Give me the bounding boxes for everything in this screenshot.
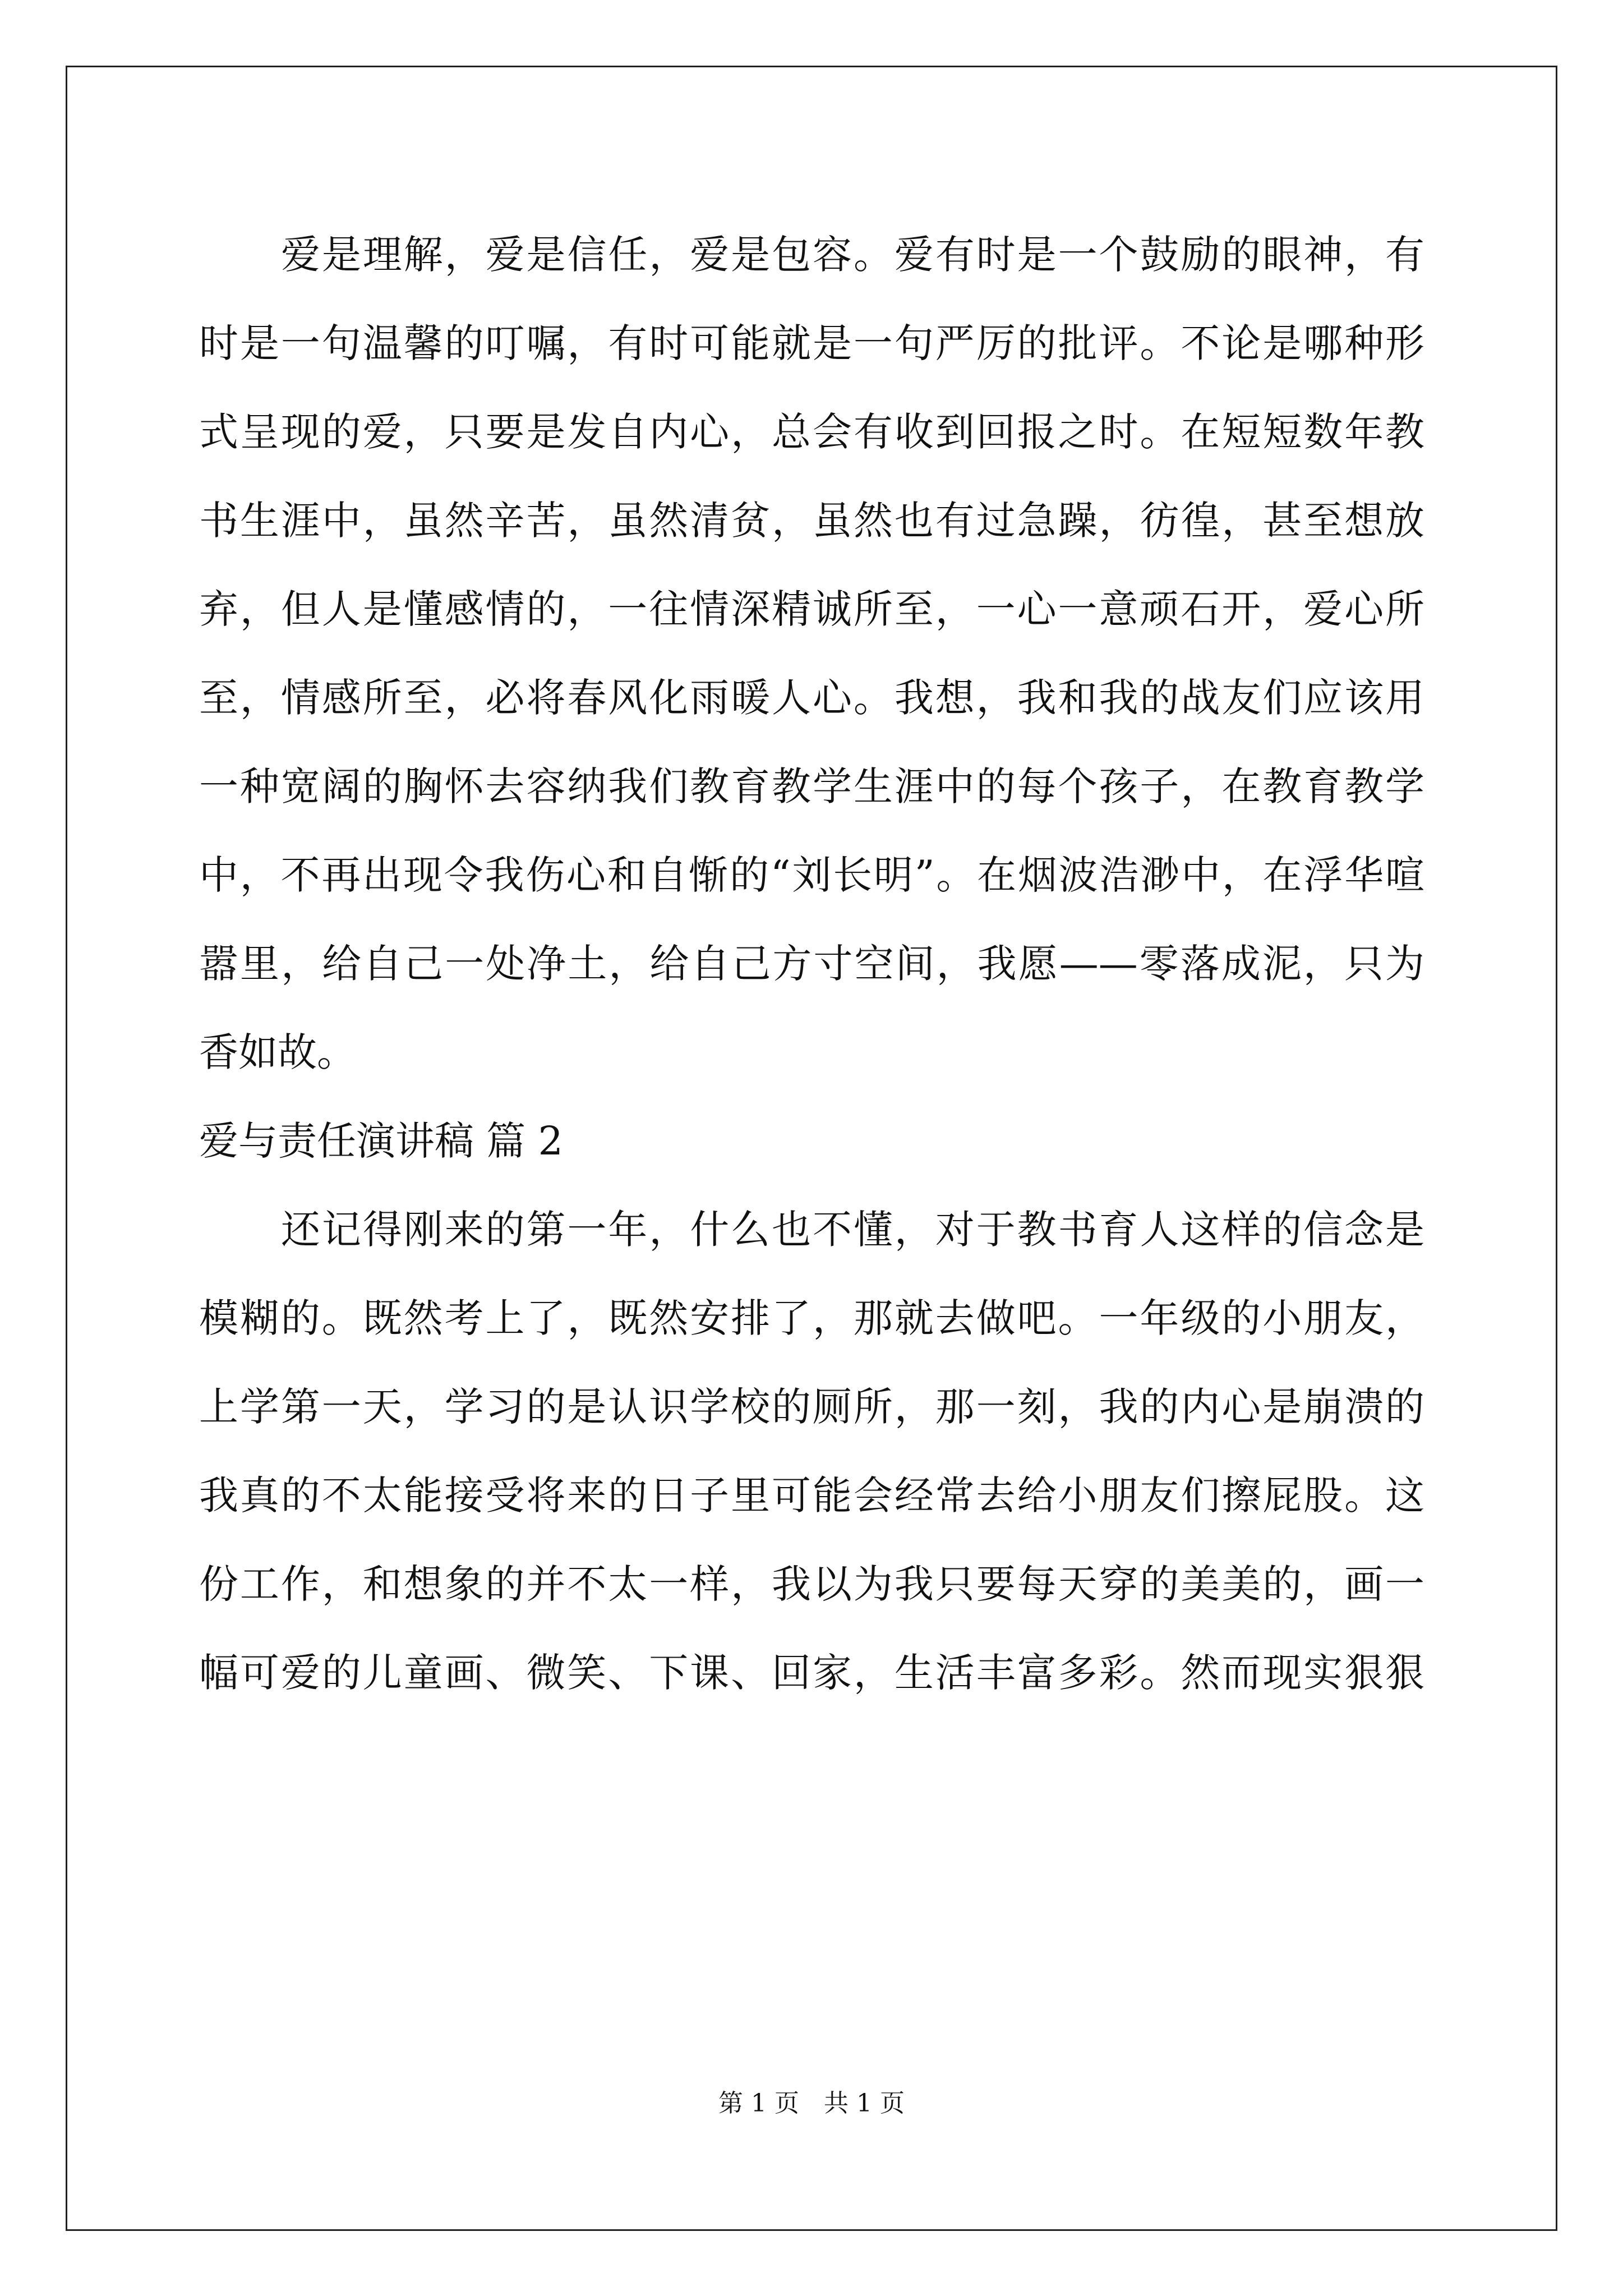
paragraph-line: 书生涯中，虽然辛苦，虽然清贫，虽然也有过急躁，彷徨，甚至想放: [199, 498, 1424, 544]
paragraph-line: 中，不再出现令我伤心和自惭的“刘长明”。在烟波浩渺中，在浮华喧: [199, 852, 1424, 898]
paragraph-line: 我真的不太能接受将来的日子里可能会经常去给小朋友们擦屁股。这: [199, 1473, 1424, 1519]
section-heading: 爱与责任演讲稿 篇 2: [199, 1118, 564, 1164]
paragraph-line: 一种宽阔的胸怀去容纳我们教育教学生涯中的每个孩子，在教育教学: [199, 763, 1424, 809]
paragraph-line: 至，情感所至，必将春风化雨暖人心。我想，我和我的战友们应该用: [199, 675, 1424, 721]
paragraph-2: [199, 1185, 1424, 1717]
page-footer: 第 1 页 共 1 页: [718, 2089, 905, 2118]
paragraph-line: 式呈现的爱，只要是发自内心，总会有收到回报之时。在短短数年教: [199, 409, 1424, 455]
paragraph-line: 幅可爱的儿童画、微笑、下课、回家，生活丰富多彩。然而现实狠狠: [199, 1650, 1424, 1696]
paragraph-line: 上学第一天，学习的是认识学校的厕所，那一刻，我的内心是崩溃的: [199, 1384, 1424, 1430]
paragraph-line: 时是一句温馨的叮嘱，有时可能就是一句严厉的批评。不论是哪种形: [199, 320, 1424, 366]
paragraph-1: [199, 210, 1424, 1097]
paragraph-line: 份工作，和想象的并不太一样，我以为我只要每天穿的美美的，画一: [199, 1561, 1424, 1607]
document-body: [199, 210, 1424, 1717]
paragraph-line: 模糊的。既然考上了，既然安排了，那就去做吧。一年级的小朋友，: [199, 1295, 1424, 1341]
paragraph-line: 还记得刚来的第一年，什么也不懂，对于教书育人这样的信念是: [281, 1207, 1424, 1253]
paragraph-line: 弃，但人是懂感情的，一往情深精诚所至，一心一意顽石开，爱心所: [199, 586, 1424, 632]
paragraph-line: 爱是理解，爱是信任，爱是包容。爱有时是一个鼓励的眼神，有: [281, 232, 1424, 278]
paragraph-line: 嚣里，给自己一处净土，给自己方寸空间，我愿——零落成泥，只为: [199, 941, 1424, 987]
paragraph-line: 香如故。: [199, 1029, 356, 1075]
